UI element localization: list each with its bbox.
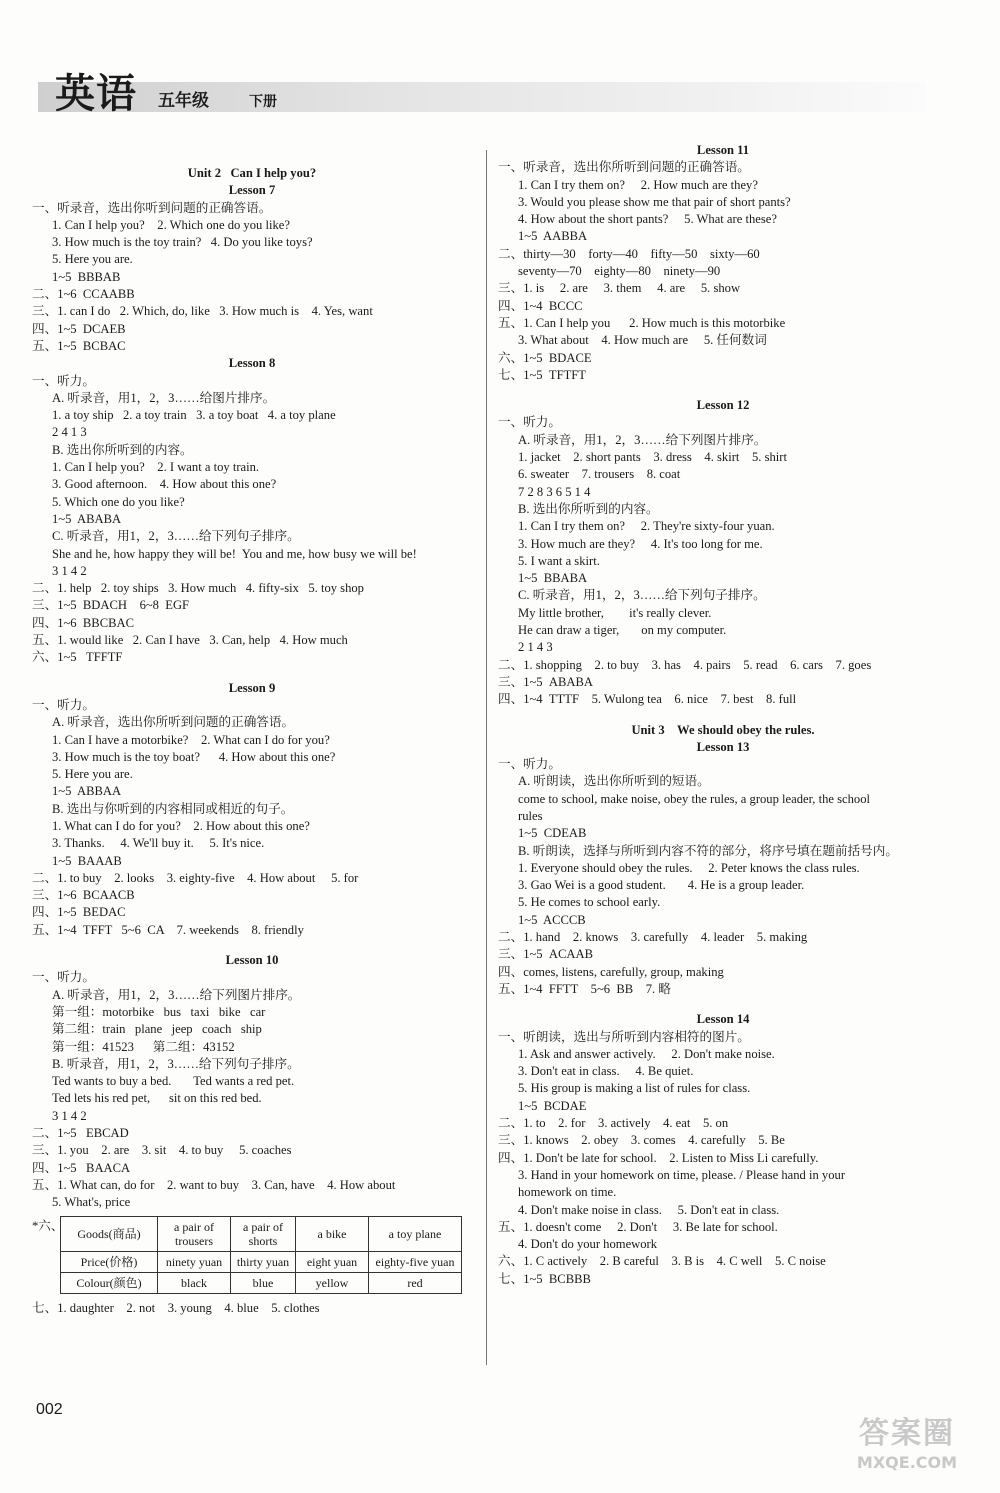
answer-line: 1. Can I try them on? 2. How much are they? (518, 177, 758, 192)
answer-line: 二、1. to buy 2. looks 3. eighty-five 4. How about 5. for (32, 870, 359, 885)
subject-title: 英语 (55, 71, 137, 117)
answer-line: A. 听录音，用1，2，3……给下列图片排序。 (52, 987, 301, 1002)
answer-line: 3. How much is the toy boat? 4. How about this one? (52, 749, 336, 764)
goods-table-cell: Colour(颜色) (61, 1272, 158, 1293)
answer-line: Ted wants to buy a bed. Ted wants a red pet. (52, 1074, 295, 1089)
goods-table-cell: thirty yuan (231, 1251, 296, 1272)
answer-line: 3. Would you please show me that pair of short pants? (518, 194, 791, 209)
answer-line: 四、1. Don't be late for school. 2. Listen to Miss Li carefully. (498, 1150, 819, 1165)
goods-table-marker: *六、 (32, 1218, 64, 1233)
answer-line: 2 4 1 3 (52, 425, 87, 440)
answer-line: 六、1~5 TFFTF (32, 650, 123, 665)
answer-line: 四、comes, listens, carefully, group, making (498, 964, 724, 979)
answer-line: 六、1~5 BDACE (498, 350, 592, 365)
answer-line: 1. Ask and answer actively. 2. Don't make noise. (518, 1046, 775, 1061)
answer-line: A. 听录音，用1，2，3……给图片排序。 (52, 390, 276, 405)
answer-line: C. 听录音，用1，2，3……给下列句子排序。 (518, 588, 766, 603)
answer-line: 第二组：train plane jeep coach ship (52, 1022, 262, 1037)
right-answer-lines (498, 142, 948, 1288)
answer-line: 二、1~5 EBCAD (32, 1126, 129, 1141)
answer-line: 二、thirty—30 forty—40 fifty—50 sixty—60 (498, 246, 760, 261)
answer-line: seventy—70 eighty—80 ninety—90 (518, 264, 721, 279)
answer-line: 1. Everyone should obey the rules. 2. Peter knows the class rules. (518, 860, 860, 875)
answer-line: 三、1. can I do 2. Which, do, like 3. How much is 4. Yes, want (32, 304, 373, 319)
answer-line: 五、1~4 TFFT 5~6 CA 7. weekends 8. friendly (32, 922, 304, 937)
goods-table-cell: Price(价格) (61, 1251, 158, 1272)
watermark-sub-text: MXQE.COM (856, 1453, 958, 1472)
answer-line: 二、1. to 2. for 3. actively 4. eat 5. on (498, 1116, 729, 1131)
answer-line: 1~5 ABABA (52, 511, 122, 526)
goods-table-cell: ninety yuan (158, 1251, 231, 1272)
answer-line: 5. He comes to school early. (518, 895, 661, 910)
answer-line: 二、1. shopping 2. to buy 3. has 4. pairs 5. read 6. cars 7. goes (498, 657, 872, 672)
answer-line: 三、1~5 BDACH 6~8 EGF (32, 598, 190, 613)
section-heading: Unit 3 We should obey the rules. (631, 722, 815, 737)
goods-table-cell: red (369, 1272, 462, 1293)
answer-line: 第一组：41523 第二组：43152 (52, 1039, 235, 1054)
answer-line: 1~5 CDEAB (518, 826, 587, 841)
answer-line: 1. Can I try them on? 2. They're sixty-four yuan. (518, 519, 775, 534)
section-heading: Lesson 10 (225, 953, 279, 968)
answer-line: 3. How much are they? 4. It's too long for me. (518, 536, 763, 551)
answer-line: 4. Don't make noise in class. 5. Don't eat in class. (518, 1202, 780, 1217)
answer-line: 五、1. Can I help you 2. How much is this motorbike (498, 315, 786, 330)
answer-line: 三、1~6 BCAACB (32, 888, 135, 903)
goods-table-cell: a bike (296, 1216, 369, 1251)
answer-line: 3. Good afternoon. 4. How about this one? (52, 477, 277, 492)
answer-line: 3. Gao Wei is a good student. 4. He is a group leader. (518, 878, 805, 893)
goods-table-cell: blue (231, 1272, 296, 1293)
goods-table-cell: eighty-five yuan (369, 1251, 462, 1272)
answer-line: 3. Don't eat in class. 4. Be quiet. (518, 1064, 694, 1079)
section-heading: Lesson 13 (696, 739, 750, 754)
section-heading: Lesson 11 (696, 143, 750, 157)
answer-line: B. 选出你所听到的内容。 (52, 442, 193, 457)
answer-line: 一、听录音，选出你所听到问题的正确答语。 (498, 160, 750, 175)
answer-line: 1. Can I have a motorbike? 2. What can I do for you? (52, 732, 330, 747)
answer-line: 一、听录音，选出你听到问题的正确答语。 (32, 200, 272, 215)
answer-line: 三、1. you 2. are 3. sit 4. to buy 5. coaches (32, 1143, 292, 1158)
answer-line: 3. Hand in your homework on time, please. / Please hand in your (518, 1167, 846, 1182)
answer-line: 1. a toy ship 2. a toy train 3. a toy boat 4. a toy plane (52, 408, 336, 423)
answer-line: 二、1. help 2. toy ships 3. How much 4. fifty-six 5. toy shop (32, 581, 364, 596)
answer-line: 五、1. What can, do for 2. want to buy 3. Can, have 4. How about (32, 1177, 396, 1192)
answer-line: come to school, make noise, obey the rules, a group leader, the school (518, 791, 871, 806)
answer-line: 四、1~4 BCCC (498, 298, 583, 313)
section-heading: Unit 2 Can I help you? (187, 166, 317, 180)
answer-line: 一、听力。 (32, 373, 95, 388)
grade-label: 五年级 (158, 91, 209, 111)
goods-table-cell: yellow (296, 1272, 369, 1293)
answer-line: 3. Thanks. 4. We'll buy it. 5. It's nice. (52, 836, 265, 851)
answer-line: 3 1 4 2 (52, 563, 87, 578)
answer-line: 5. I want a skirt. (518, 553, 600, 568)
answer-line: 1~5 BBABA (518, 571, 588, 586)
answer-line: 一、听力。 (498, 415, 561, 430)
answer-line: My little brother, it's really clever. (518, 605, 712, 620)
section-heading: Lesson 14 (696, 1012, 750, 1027)
section-heading: Lesson 12 (696, 398, 750, 413)
answer-line: Ted lets his red pet, sit on this red bed. (52, 1091, 262, 1106)
answer-line: 1~5 ABBAA (52, 784, 122, 799)
answer-line: 5. Which one do you like? (52, 494, 185, 509)
answer-line: 五、1~4 FFTT 5~6 BB 7. 略 (498, 981, 671, 996)
goods-table-cell: black (158, 1272, 231, 1293)
answer-line: 五、1. doesn't come 2. Don't 3. Be late for school. (498, 1219, 778, 1234)
answer-line: 1~5 AABBA (518, 229, 588, 244)
answer-line: 三、1~5 ABABA (498, 674, 593, 689)
answer-line: 二、1~6 CCAABB (32, 287, 135, 302)
answer-line: 七、1. daughter 2. not 3. young 4. blue 5. clothes (32, 1300, 320, 1315)
answer-line: 5. His group is making a list of rules for class. (518, 1081, 751, 1096)
answer-line: 四、1~6 BBCBAC (32, 615, 134, 630)
answer-line: 七、1~5 TFTFT (498, 367, 586, 382)
answer-line: 第一组：motorbike bus taxi bike car (52, 1004, 266, 1019)
answer-line: A. 听录音，用1，2，3……给下列图片排序。 (518, 432, 767, 447)
answer-line: 1. Can I help you? 2. I want a toy train. (52, 460, 260, 475)
answer-line: A. 听录音，选出你所听到问题的正确答语。 (52, 715, 295, 730)
answer-line: 四、1~5 BEDAC (32, 905, 126, 920)
answer-line: 4. How about the short pants? 5. What are these? (518, 212, 777, 227)
answer-line: 1. jacket 2. short pants 3. dress 4. skirt 5. shirt (518, 450, 787, 465)
answer-line: B. 听录音，用1，2，3……给下列句子排序。 (52, 1056, 300, 1071)
goods-table-block (32, 1216, 472, 1294)
answer-line: 6. sweater 7. trousers 8. coat (518, 467, 681, 482)
answer-line: 一、听力。 (32, 697, 95, 712)
answer-line: 3 1 4 2 (52, 1108, 87, 1123)
answer-line: 1. What can I do for you? 2. How about this one? (52, 818, 310, 833)
watermark-main-text: 答案圈 (859, 1416, 955, 1451)
answer-line: 三、1. knows 2. obey 3. comes 4. carefully 5. Be (498, 1133, 785, 1148)
page-number: 002 (36, 1401, 63, 1418)
answer-line: 7 2 8 3 6 5 1 4 (518, 484, 591, 499)
answer-line: B. 听朗读，选择与所听到内容不符的部分，将序号填在题前括号内。 (518, 843, 898, 858)
goods-table-cell: Goods(商品) (61, 1216, 158, 1251)
answer-line: 五、1~5 BCBAC (32, 338, 126, 353)
answer-line: 四、1~4 TTTF 5. Wulong tea 6. nice 7. best 8. full (498, 692, 797, 707)
answer-line: 六、1. C actively 2. B careful 3. B is 4. C well 5. C noise (498, 1254, 826, 1269)
answer-line: A. 听朗读，选出你所听到的短语。 (518, 774, 710, 789)
answer-line: rules (518, 808, 543, 823)
answer-line: 1~5 BBBAB (52, 269, 121, 284)
section-heading: Lesson 9 (228, 680, 276, 695)
answer-line: 一、听朗读，选出与所听到内容相符的图片。 (498, 1029, 750, 1044)
answer-line: 5. Here you are. (52, 252, 133, 267)
answer-line: C. 听录音，用1，2，3……给下列句子排序。 (52, 529, 300, 544)
answer-line: 三、1~5 ACAAB (498, 947, 593, 962)
answer-line: B. 选出与你听到的内容相同或相近的句子。 (52, 801, 294, 816)
goods-table (60, 1216, 462, 1294)
goods-table-cell: eight yuan (296, 1251, 369, 1272)
answer-line: 4. Don't do your homework (518, 1237, 658, 1252)
section-heading: Lesson 7 (228, 183, 276, 198)
goods-table-cell: a pair of trousers (158, 1216, 231, 1251)
answer-line: 3. How much is the toy train? 4. Do you like toys? (52, 235, 313, 250)
answer-line: 三、1. is 2. are 3. them 4. are 5. show (498, 281, 741, 296)
answer-line: 二、1. hand 2. knows 3. carefully 4. leader 5. making (498, 930, 808, 945)
column-divider (486, 150, 487, 1365)
answer-line: 1~5 BCDAE (518, 1098, 587, 1113)
left-column (32, 165, 472, 1317)
answer-line: 五、1. would like 2. Can I have 3. Can, help 4. How much (32, 633, 348, 648)
answer-line: 四、1~5 DCAEB (32, 321, 126, 336)
volume-label: 下册 (249, 94, 277, 110)
answer-line: 3. What about 4. How much are 5. 任何数词 (518, 333, 767, 348)
answer-line: 1. Can I help you? 2. Which one do you like? (52, 217, 290, 232)
answer-line: 1~5 BAAAB (52, 853, 122, 868)
answer-line: 2 1 4 3 (518, 640, 553, 655)
answer-line: 四、1~5 BAACA (32, 1160, 131, 1175)
answer-line: 一、听力。 (498, 757, 561, 772)
watermark-logo (842, 1415, 972, 1473)
section-heading: Lesson 8 (228, 356, 276, 371)
right-column (498, 142, 948, 1288)
answer-line: 1~5 ACCCB (518, 912, 586, 927)
answer-line: 5. Here you are. (52, 767, 133, 782)
answer-line: 七、1~5 BCBBB (498, 1271, 591, 1286)
answer-line: B. 选出你所听到的内容。 (518, 501, 659, 516)
answer-line: homework on time. (518, 1185, 617, 1200)
goods-table-cell: a toy plane (369, 1216, 462, 1251)
answer-line: 5. What's, price (52, 1195, 131, 1210)
goods-table-cell: a pair of shorts (231, 1216, 296, 1251)
answer-line: 一、听力。 (32, 970, 95, 985)
left-answer-lines (32, 165, 472, 1212)
answer-line: He can draw a tiger, on my computer. (518, 623, 727, 638)
answer-line: She and he, how happy they will be! You and me, how busy we will be! (52, 546, 417, 561)
